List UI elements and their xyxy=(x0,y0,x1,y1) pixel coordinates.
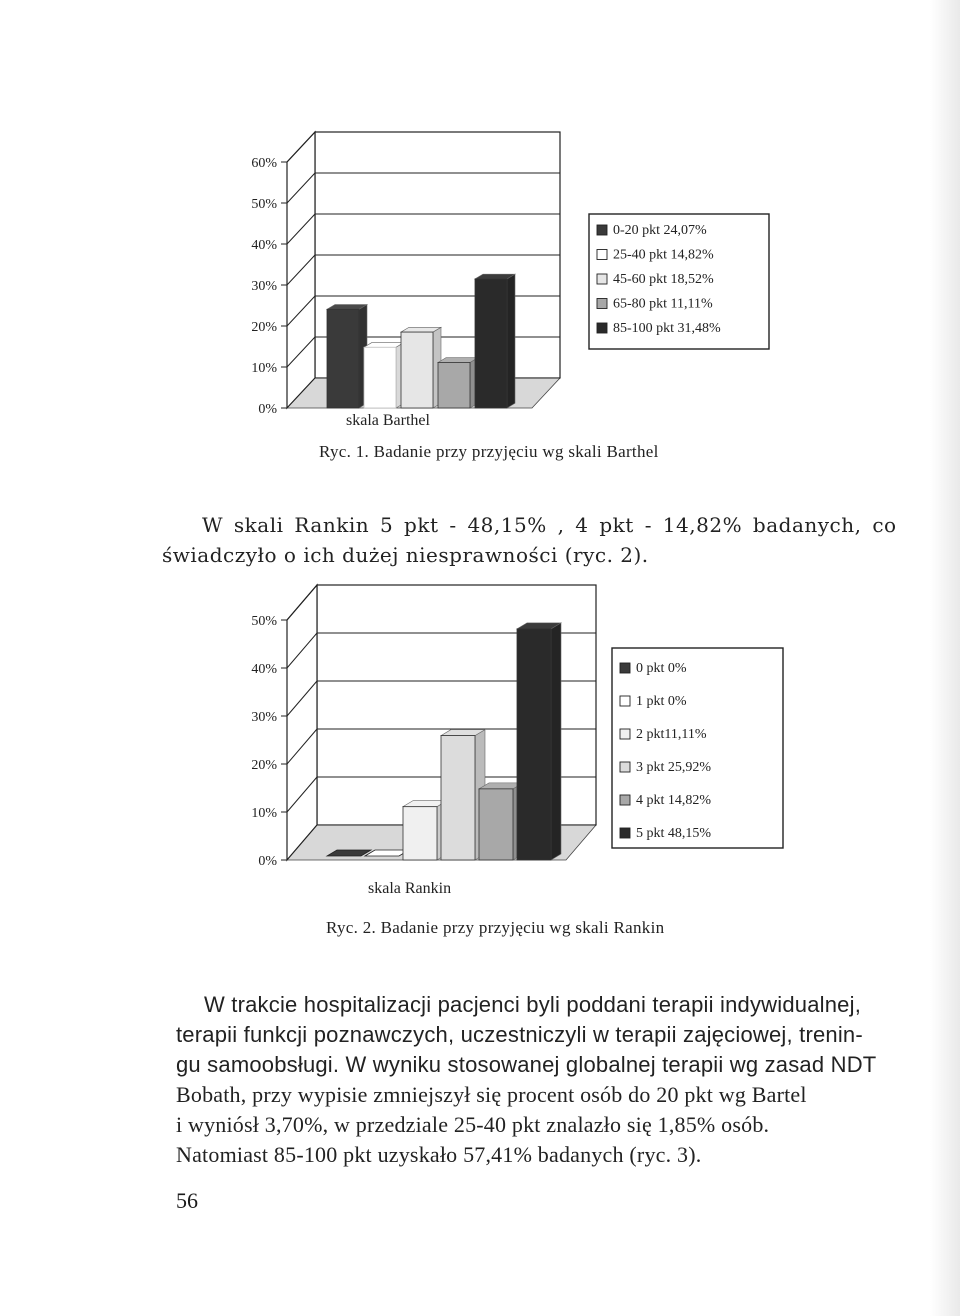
bar xyxy=(517,629,551,860)
y-tick-label: 0% xyxy=(258,854,277,869)
bar xyxy=(327,309,359,408)
y-tick-label: 20% xyxy=(251,758,277,773)
paragraph-line: terapii funkcji poznawczych, uczestniczyli w terapii zajęciowej, trenin- xyxy=(176,1022,863,1047)
y-tick-label: 60% xyxy=(251,156,277,171)
legend-label: 4 pkt 14,82% xyxy=(636,793,712,808)
y-tick-label: 40% xyxy=(251,662,277,677)
legend-swatch xyxy=(597,250,607,260)
paragraph-line: W skali Rankin 5 pkt - 48,15% , 4 pkt - 14,82% badanych, co xyxy=(202,513,897,537)
bar xyxy=(438,362,470,408)
figure-1-caption: Ryc. 1. Badanie przy przyjęciu wg skali Barthel xyxy=(319,442,659,461)
y-tick-label: 40% xyxy=(251,238,277,253)
legend-label: 1 pkt 0% xyxy=(636,694,687,709)
legend-label: 0 pkt 0% xyxy=(636,661,687,676)
rankin-chart-y-ticks xyxy=(251,614,287,869)
legend-swatch xyxy=(620,663,630,673)
bar xyxy=(401,332,433,408)
legend-label: 2 pkt11,11% xyxy=(636,727,707,742)
legend-box xyxy=(612,648,783,848)
bar xyxy=(475,279,507,408)
legend-swatch xyxy=(597,323,607,333)
rankin-chart-legend xyxy=(612,648,783,848)
paragraph-therapy xyxy=(176,990,876,1170)
legend-label: 0-20 pkt 24,07% xyxy=(613,223,707,238)
y-tick-label: 30% xyxy=(251,279,277,294)
legend-swatch xyxy=(620,795,630,805)
paragraph-rankin-summary xyxy=(162,510,897,570)
legend-swatch xyxy=(597,225,607,235)
bar xyxy=(479,789,513,860)
paragraph-line: W trakcie hospitalizacji pacjenci byli poddani terapii indywidualnej, xyxy=(204,992,862,1017)
y-tick-label: 0% xyxy=(258,402,277,417)
y-tick-label: 10% xyxy=(251,361,277,376)
legend-label: 5 pkt 48,15% xyxy=(636,826,712,841)
paragraph-line: gu samoobsługi. W wyniku stosowanej globalnej terapii wg zasad NDT xyxy=(176,1052,877,1077)
figure-2-caption: Ryc. 2. Badanie przy przyjęciu wg skali Rankin xyxy=(326,918,665,937)
rankin-chart-x-label: skala Rankin xyxy=(368,880,452,897)
legend-swatch xyxy=(620,762,630,772)
barthel-chart-y-ticks xyxy=(251,156,287,417)
y-tick-label: 50% xyxy=(251,197,277,212)
barthel-chart-x-label: skala Barthel xyxy=(346,412,430,429)
legend-label: 3 pkt 25,92% xyxy=(636,760,712,775)
legend-swatch xyxy=(620,828,630,838)
legend-label: 25-40 pkt 14,82% xyxy=(613,247,714,263)
paragraph-line: świadczyło o ich dużej niesprawności (ryc. 2). xyxy=(162,543,649,567)
legend-swatch xyxy=(620,696,630,706)
legend-label: 85-100 pkt 31,48% xyxy=(613,321,721,336)
y-tick-label: 30% xyxy=(251,710,277,725)
legend-label: 65-80 pkt 11,11% xyxy=(613,296,713,312)
paragraph-line: Bobath, przy wypisie zmniejszył się procent osób do 20 pkt wg Bartel xyxy=(176,1082,807,1107)
legend-swatch xyxy=(597,274,607,284)
legend-swatch xyxy=(597,299,607,309)
bar-side xyxy=(507,274,515,408)
bar xyxy=(403,807,437,860)
paragraph-line: i wyniósł 3,70%, w przedziale 25-40 pkt znalazło się 1,85% osób. xyxy=(176,1112,770,1137)
bar xyxy=(364,347,396,408)
y-tick-label: 10% xyxy=(251,806,277,821)
bar xyxy=(441,736,475,860)
y-tick-label: 50% xyxy=(251,614,277,629)
paragraph-line: Natomiast 85-100 pkt uzyskało 57,41% badanych (ryc. 3). xyxy=(176,1142,702,1167)
page-number: 56 xyxy=(176,1188,198,1213)
legend-label: 45-60 pkt 18,52% xyxy=(613,272,714,287)
legend-swatch xyxy=(620,729,630,739)
barthel-chart-legend xyxy=(589,214,769,349)
y-tick-label: 20% xyxy=(251,320,277,335)
bar-side xyxy=(551,623,561,860)
